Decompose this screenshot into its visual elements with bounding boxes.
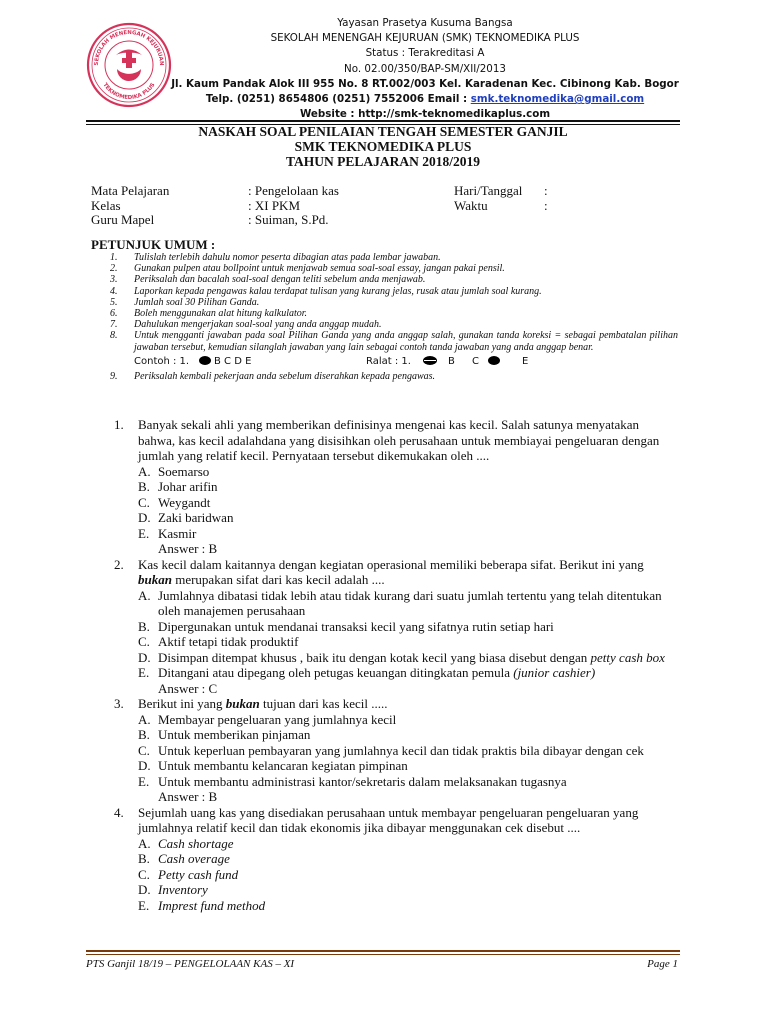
option-c[interactable]: C. Petty cash fund	[138, 866, 239, 882]
example-contoh-label: Contoh : 1.	[134, 355, 190, 367]
page-number: Page 1	[647, 958, 678, 970]
info-row-teacher	[91, 213, 651, 228]
questions	[114, 417, 679, 913]
example-ralat-c: C	[472, 355, 479, 367]
instruction-item: 3. Periksalah dan bacalah soal-soal dengan teliti sebelum anda menjawab.	[110, 274, 426, 286]
option-d[interactable]: D. Inventory	[138, 882, 208, 897]
question-1	[114, 417, 679, 557]
footer-divider	[86, 950, 680, 952]
question-4	[114, 805, 679, 914]
question-text: Sejumlah uang kas yang disediakan perusahaan untuk membayar pengeluaran pengeluaran yang jumlahnya relatif kecil dan tidak ekonomis jika dibayar menggunakan cek disebut ....	[138, 804, 639, 835]
telp-text: Telp. (0251) 8654806 (0251) 7552006 Email :	[205, 93, 468, 106]
option-e[interactable]: E. Kasmir	[138, 525, 197, 541]
instruction-item: 9. Periksalah kembali pekerjaan anda sebelum diserahkan kepada pengawas.	[110, 370, 436, 382]
foundation-name: Yayasan Prasetya Kusuma Bangsa	[337, 17, 513, 29]
exam-info	[91, 184, 651, 228]
example-ralat-b: B	[448, 355, 455, 367]
question-text: Kas kecil dalam kaitannya dengan kegiatan operasional memiliki beberapa sifat. Berikut ini yang bukan merupakan sifat dari kas kecil adalah ....	[138, 556, 644, 587]
instruction-item: 8. Untuk mengganti jawaban pada soal Pilihan Ganda yang anda anggap salah, gunakan tanda koreksi = sebagai pembatalan pilihan jawaban tersebut, kemudian silanglah jawaban yang lain sebagai contoh tanda jawaban yang anda anggap benar.	[110, 330, 678, 353]
day-value: :	[544, 183, 548, 198]
example-contoh-rest: B C D E	[214, 355, 252, 367]
teacher-label: Guru Mapel	[91, 212, 155, 227]
example-ralat-e: E	[522, 355, 529, 367]
teacher-value: : Suiman, S.Pd.	[248, 212, 329, 227]
question-3	[114, 696, 679, 805]
question-text: Berikut ini yang bukan tujuan dari kas kecil .....	[138, 696, 388, 711]
option-b[interactable]: B. Untuk memberikan pinjaman	[138, 727, 311, 742]
info-row-subject	[91, 184, 651, 199]
question-2	[114, 557, 679, 697]
email-link[interactable]: smk.teknomedika@gmail.com	[470, 93, 645, 106]
contact-line	[180, 92, 670, 107]
subject-value: : Pengelolaan kas	[248, 183, 339, 198]
option-a[interactable]: A. Soemarso	[138, 463, 210, 479]
option-c[interactable]: C. Weygandt	[138, 494, 211, 510]
instructions-heading: PETUNJUK UMUM :	[91, 237, 216, 252]
answer-example-row	[110, 355, 678, 370]
answer-key: Answer : B	[158, 541, 218, 556]
option-c[interactable]: C. Untuk keperluan pembayaran yang jumlahnya kecil dan tidak praktis bila dibayar dengan cek	[138, 742, 644, 758]
instruction-item: 2. Gunakan pulpen atau bollpoint untuk menjawab semua soal-soal essay, jangan pakai pensil.	[110, 263, 505, 275]
option-d[interactable]: D. Disimpan ditempat khusus , baik itu dengan kotak kecil yang biasa disebut dengan petty cash box	[138, 649, 665, 665]
svg-text:TEKNOMEDIKA PLUS	[102, 82, 157, 101]
question-text: Banyak sekali ahli yang memberikan definisinya mengenai kas kecil. Salah satunya menyatakan bahwa, kas kecil adalahdana yang disisihkan oleh perusahaan untuk membiayai pengeluaran dengan jumlah yang relatif kecil. Pernyataan tersebut dikemukakan oleh ....	[138, 417, 660, 463]
option-a[interactable]: A. Jumlahnya dibatasi tidak lebih atau tidak kurang dari suatu jumlah tertentu yang telah ditentukan oleh manajemen perusahaan	[138, 587, 662, 618]
school-logo	[86, 22, 172, 108]
footer-divider-thin	[86, 954, 680, 955]
instruction-item: 1. Tulislah terlebih dahulu nomor peserta dibagian atas pada lembar jawaban.	[110, 252, 441, 263]
question-number: 1.	[114, 417, 124, 432]
instruction-item: 5. Jumlah soal 30 Pilihan Ganda.	[110, 296, 260, 308]
logo-top-text: SEKOLAH MENENGAH KEJURUAN	[93, 29, 165, 66]
registration-number: No. 02.00/350/BAP-SM/XII/2013	[344, 62, 506, 75]
answer-key: Answer : B	[158, 789, 218, 804]
school-name: SEKOLAH MENENGAH KEJURUAN (SMK) TEKNOMEDIKA PLUS	[270, 32, 580, 45]
title-line-3: TAHUN PELAJARAN 2018/2019	[285, 154, 480, 169]
instruction-item: 4. Laporkan kepada pengawas kalau terdapat tulisan yang kurang jelas, rusak atau jumlah soal kurang.	[110, 285, 542, 297]
cancelled-bubble-icon	[423, 356, 437, 365]
question-number: 4.	[114, 804, 124, 820]
answer-example	[110, 355, 678, 370]
option-b[interactable]: B. Johar arifin	[138, 479, 218, 494]
option-d[interactable]: D. Untuk membantu kelancaran kegiatan pimpinan	[138, 758, 408, 773]
logo-bottom-text: TEKNOMEDIKA PLUS	[101, 82, 157, 102]
header-divider	[86, 120, 680, 122]
footer-label: PTS Ganjil 18/19 – PENGELOLAAN KAS – XI	[86, 958, 295, 970]
exam-title	[86, 124, 680, 169]
option-list	[138, 588, 679, 681]
time-value: :	[544, 197, 548, 213]
instruction-item: 7. Dahulukan mengerjakan soal-soal yang anda anggap mudah.	[110, 319, 382, 331]
option-list	[138, 836, 679, 914]
day-label: Hari/Tanggal	[454, 183, 523, 198]
option-list	[138, 712, 679, 790]
option-a[interactable]: A. Membayar pengeluaran yang jumlahnya kecil	[138, 711, 397, 727]
title-line-1: NASKAH SOAL PENILAIAN TENGAH SEMESTER GANJIL	[198, 124, 568, 139]
option-e[interactable]: E. Untuk membantu administrasi kantor/sekretaris dalam melaksanakan tugasnya	[138, 773, 567, 789]
question-number: 2.	[114, 556, 124, 572]
class-value: : XI PKM	[248, 197, 301, 213]
option-b[interactable]: B. Dipergunakan untuk mendanai transaksi kecil yang sifatnya rutin setiap hari	[138, 618, 554, 634]
option-e[interactable]: E. Ditangani atau dipegang oleh petugas keuangan ditingkatan pemula (junior cashier)	[138, 665, 596, 680]
school-address: Jl. Kaum Pandak Alok III 955 No. 8 RT.002/003 Kel. Karadenan Kec. Cibinong Kab. Bogor	[171, 77, 679, 90]
instruction-item: 6. Boleh menggunakan alat hitung kalkulator.	[110, 308, 308, 320]
option-list	[138, 464, 679, 542]
option-b[interactable]: B. Cash overage	[138, 851, 230, 866]
filled-bubble-icon	[488, 356, 500, 365]
filled-bubble-icon	[199, 356, 211, 365]
accreditation-status: Status : Terakreditasi A	[365, 47, 485, 60]
option-e[interactable]: E. Imprest fund method	[138, 897, 266, 913]
info-row-class	[91, 199, 651, 214]
option-d[interactable]: D. Zaki baridwan	[138, 510, 234, 525]
time-label: Waktu	[454, 197, 488, 213]
subject-label: Mata Pelajaran	[91, 183, 170, 198]
letterhead	[171, 16, 679, 122]
class-label: Kelas	[91, 197, 121, 213]
option-a[interactable]: A. Cash shortage	[138, 835, 234, 851]
answer-key: Answer : C	[158, 680, 218, 696]
title-line-2: SMK TEKNOMEDIKA PLUS	[294, 139, 472, 154]
option-c[interactable]: C. Aktif tetapi tidak produktif	[138, 634, 299, 649]
example-ralat-label: Ralat : 1.	[366, 355, 411, 367]
website-line[interactable]: Website : http://smk-teknomedikaplus.com	[299, 108, 551, 121]
question-number: 3.	[114, 696, 124, 711]
instructions-list	[110, 252, 678, 382]
